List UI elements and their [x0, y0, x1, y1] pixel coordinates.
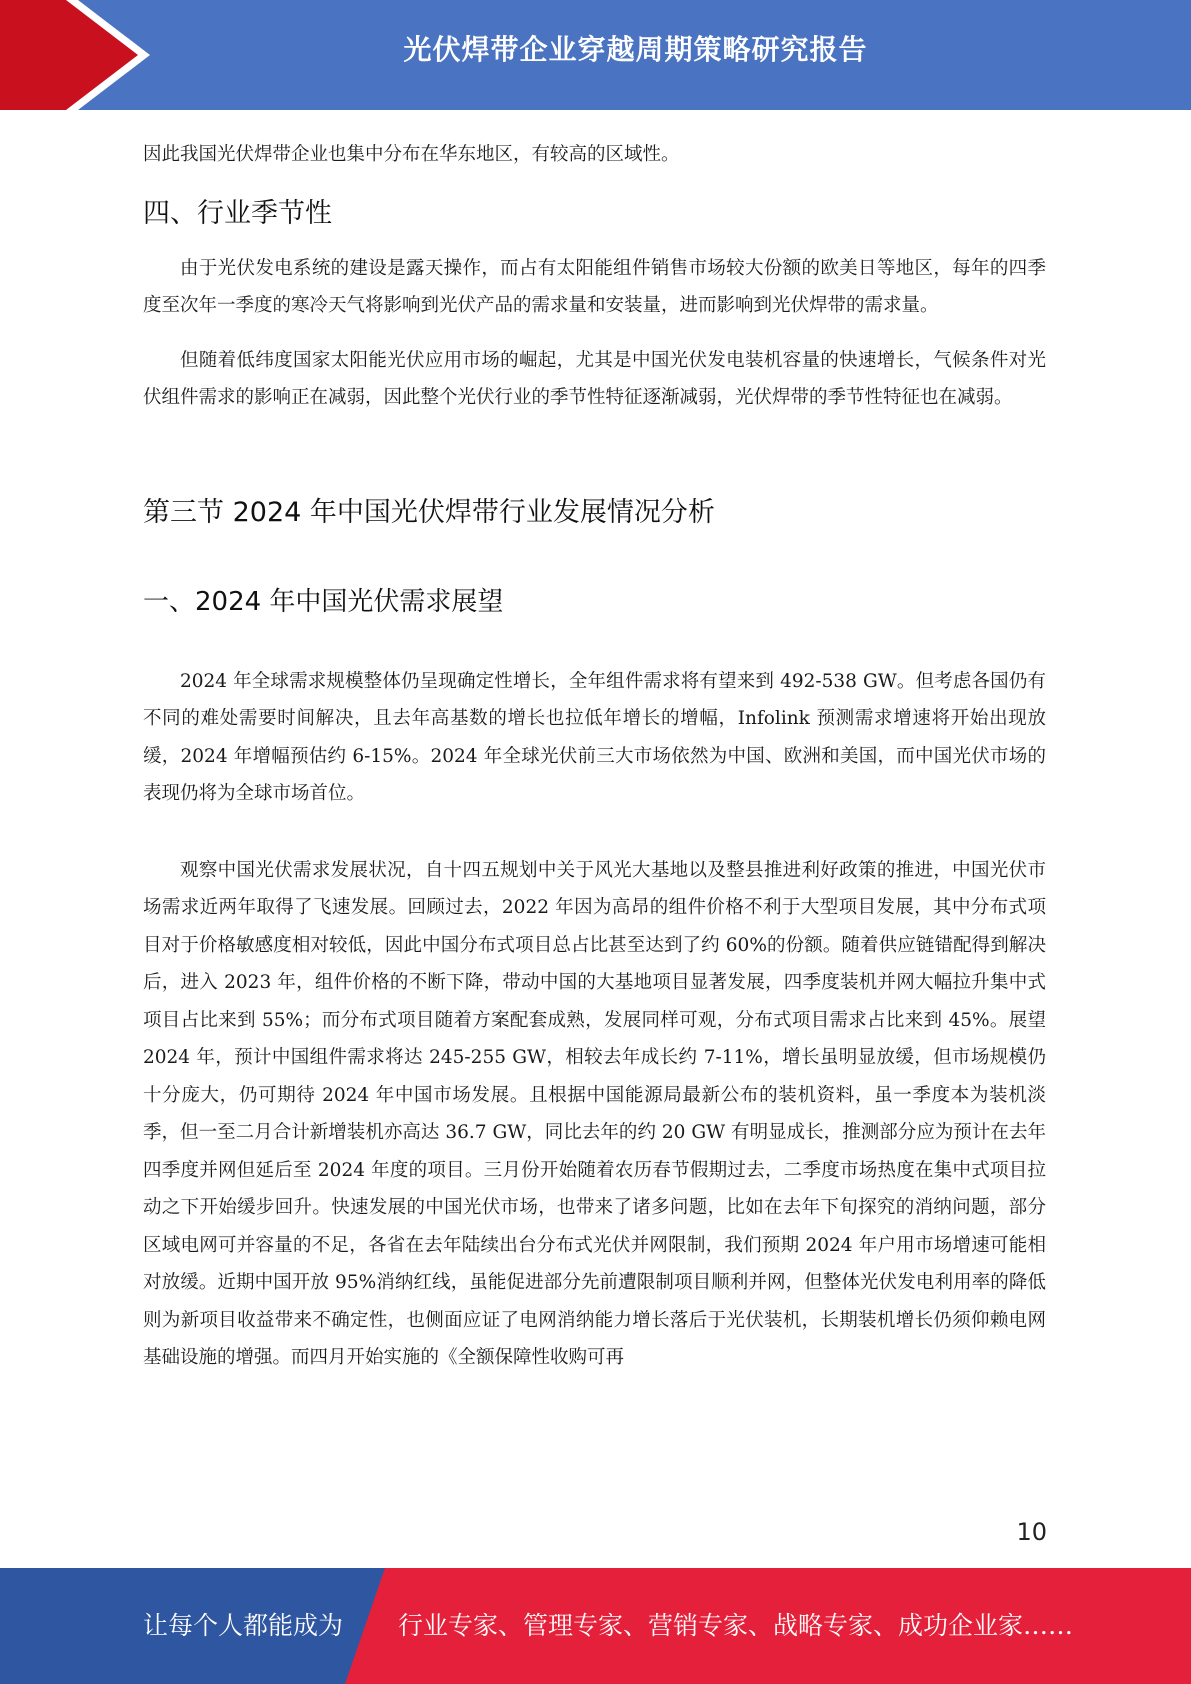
seasonality-paragraph-2: 但随着低纬度国家太阳能光伏应用市场的崛起，尤其是中国光伏发电装机容量的快速增长，气候条件对光伏组件需求的影响正在减弱，因此整个光伏行业的季节性特征逐渐减弱，光伏焊带的季节性特征也在减弱。 — [143, 349, 1046, 408]
demand-paragraph-2: 观察中国光伏需求发展状况，自十四五规划中关于风光大基地以及整县推进利好政策的推进，中国光伏市场需求近两年取得了飞速发展。回顾过去，2022 年因为高昂的组件价格不利于大型项目发展，其中分布式项目对于价格敏感度相对较低，因此中国分布式项目总占比甚至达到了约 60%的份额。随着供应链错配得到解决后，进入 2023 年，组件价格的不断下降，带动中国的大基地项目显著发展，四季度装机并网大幅拉升集中式项目占比来到 55%；而分布式项目随着方案配套成熟，发展同样可观，分布式项目需求占比来到 45%。展望 2024 年，预计中国组件需求将达 245-255 GW，相较去年成长约 7-11%，增长虽明显放缓，但市场规模仍十分庞大，仍可期待 2024 年中国市场发展。且根据中国能源局最新公布的装机资料，虽一季度本为装机淡季，但一至二月合计新增装机亦高达 36.7 GW，同比去年的约 20 GW 有明显成长，推测部分应为预计在去年四季度并网但延后至 2024 年度的项目。三月份开始随着农历春节假期过去，二季度市场热度在集中式项目拉动之下开始缓步回升。快速发展的中国光伏市场，也带来了诸多问题，比如在去年下旬探究的消纳问题，部分区域电网可并容量的不足，各省在去年陆续出台分布式光伏并网限制，我们预期 2024 年户用市场增速可能相对放缓。近期中国开放 95%消纳红线，虽能促进部分先前遭限制项目顺利并网，但整体光伏发电利用率的降低则为新项目收益带来不确定性，也侧面应证了电网消纳能力增长落后于光伏装机，长期装机增长仍须仰赖电网基础设施的增强。而四月开始实施的《全额保障性收购可再 — [143, 859, 1046, 1368]
page-header — [0, 0, 1191, 110]
seasonality-paragraph-1: 由于光伏发电系统的建设是露天操作，而占有太阳能组件销售市场较大份额的欧美日等地区，每年的四季度至次年一季度的寒冷天气将影响到光伏产品的需求量和安装量，进而影响到光伏焊带的需求量。 — [143, 257, 1046, 316]
footer-slogan-left: 让每个人都能成为 — [143, 1611, 344, 1640]
page-number: 10 — [1016, 1518, 1047, 1546]
main-content — [143, 136, 1046, 1377]
footer-slogan-right: 行业专家、管理专家、营销专家、战略专家、成功企业家…… — [398, 1611, 1074, 1640]
intro-paragraph: 因此我国光伏焊带企业也集中分布在华东地区，有较高的区域性。 — [143, 144, 680, 165]
demand-paragraph-1: 2024 年全球需求规模整体仍呈现确定性增长，全年组件需求将有望来到 492-538 GW。但考虑各国仍有不同的难处需要时间解决，且去年高基数的增长也拉低年增长的增幅，Infolink 预测需求增速将开始出现放缓，2024 年增幅预估约 6-15%。2024 年全球光伏前三大市场依然为中国、欧洲和美国，而中国光伏市场的表现仍将为全球市场首位。 — [143, 670, 1046, 804]
page-footer — [0, 1568, 1191, 1684]
section-heading-seasonality: 四、行业季节性 — [143, 197, 332, 229]
report-title: 光伏焊带企业穿越周期策略研究报告 — [403, 33, 868, 66]
subsection-heading-demand: 一、2024 年中国光伏需求展望 — [143, 586, 504, 617]
chapter-heading: 第三节 2024 年中国光伏焊带行业发展情况分析 — [143, 496, 715, 528]
